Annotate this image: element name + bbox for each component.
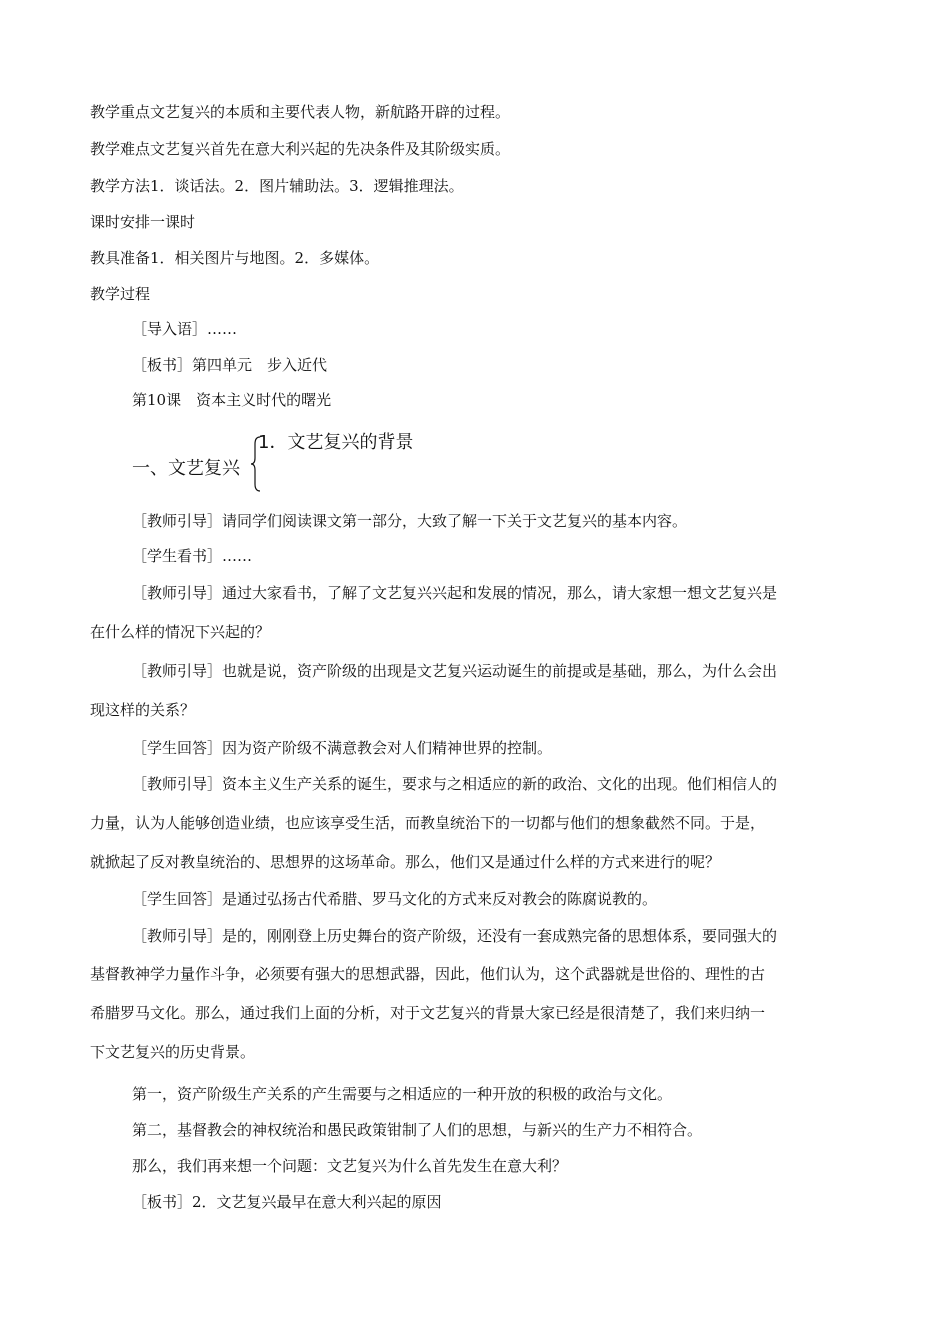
paragraph-teacher-4-line-1: ［教师引导］资本主义生产关系的诞生，要求与之相适应的新的政治、文化的出现。他们相信人的 bbox=[132, 775, 778, 793]
teaching-difficulty: 教学难点文艺复兴首先在意大利兴起的先决条件及其阶级实质。 bbox=[90, 140, 511, 158]
paragraph-teacher-5-line-4: 下文艺复兴的历史背景。 bbox=[90, 1043, 256, 1061]
paragraph-student-1: ［学生看书］…… bbox=[132, 547, 253, 565]
teaching-process-heading: 教学过程 bbox=[90, 285, 151, 303]
question-line: 那么，我们再来想一个问题：文艺复兴为什么首先发生在意大利？ bbox=[132, 1157, 568, 1175]
brace-icon bbox=[250, 436, 262, 492]
paragraph-teacher-2-line-2: 在什么样的情况下兴起的？ bbox=[90, 623, 271, 641]
teaching-methods: 教学方法1．谈话法。2．图片辅助法。3．逻辑推理法。 bbox=[90, 177, 464, 195]
teaching-focus: 教学重点文艺复兴的本质和主要代表人物，新航路开辟的过程。 bbox=[90, 103, 511, 121]
section-sub-heading: 1．文艺复兴的背景 bbox=[258, 432, 414, 453]
board-unit-line: ［板书］第四单元 步入近代 bbox=[132, 356, 328, 374]
lesson-title: 第10课 资本主义时代的曙光 bbox=[132, 391, 332, 409]
summary-point-2: 第二，基督教会的神权统治和愚民政策钳制了人们的思想，与新兴的生产力不相符合。 bbox=[132, 1121, 703, 1139]
class-hours: 课时安排一课时 bbox=[90, 213, 196, 231]
paragraph-teacher-1: ［教师引导］请同学们阅读课文第一部分，大致了解一下关于文艺复兴的基本内容。 bbox=[132, 512, 688, 530]
paragraph-teacher-5-line-1: ［教师引导］是的，刚刚登上历史舞台的资产阶级，还没有一套成熟完备的思想体系，要同强大的 bbox=[132, 927, 778, 945]
paragraph-teacher-2-line-1: ［教师引导］通过大家看书，了解了文艺复兴兴起和发展的情况，那么，请大家想一想文艺复兴是 bbox=[132, 584, 778, 602]
paragraph-teacher-5-line-2: 基督教神学力量作斗争，必须要有强大的思想武器，因此，他们认为，这个武器就是世俗的、理性的古 bbox=[90, 965, 766, 983]
paragraph-teacher-3-line-1: ［教师引导］也就是说，资产阶级的出现是文艺复兴运动诞生的前提或是基础，那么，为什么会出 bbox=[132, 662, 778, 680]
board-point-2: ［板书］2．文艺复兴最早在意大利兴起的原因 bbox=[132, 1193, 442, 1211]
paragraph-teacher-3-line-2: 现这样的关系？ bbox=[90, 701, 196, 719]
paragraph-student-3: ［学生回答］是通过弘扬古代希腊、罗马文化的方式来反对教会的陈腐说教的。 bbox=[132, 890, 658, 908]
paragraph-teacher-4-line-3: 就掀起了反对教皇统治的、思想界的这场革命。那么，他们又是通过什么样的方式来进行的呢？ bbox=[90, 853, 721, 871]
intro-line: ［导入语］…… bbox=[132, 320, 238, 338]
paragraph-teacher-5-line-3: 希腊罗马文化。那么，通过我们上面的分析，对于文艺复兴的背景大家已经是很清楚了，我们来归纳一 bbox=[90, 1004, 766, 1022]
section-heading: 一、文艺复兴 bbox=[132, 458, 240, 479]
paragraph-student-2: ［学生回答］因为资产阶级不满意教会对人们精神世界的控制。 bbox=[132, 739, 553, 757]
paragraph-teacher-4-line-2: 力量，认为人能够创造业绩，也应该享受生活，而教皇统治下的一切都与他们的想象截然不同。于是， bbox=[90, 814, 766, 832]
teaching-aids: 教具准备1．相关图片与地图。2．多媒体。 bbox=[90, 249, 380, 267]
summary-point-1: 第一，资产阶级生产关系的产生需要与之相适应的一种开放的积极的政治与文化。 bbox=[132, 1085, 673, 1103]
